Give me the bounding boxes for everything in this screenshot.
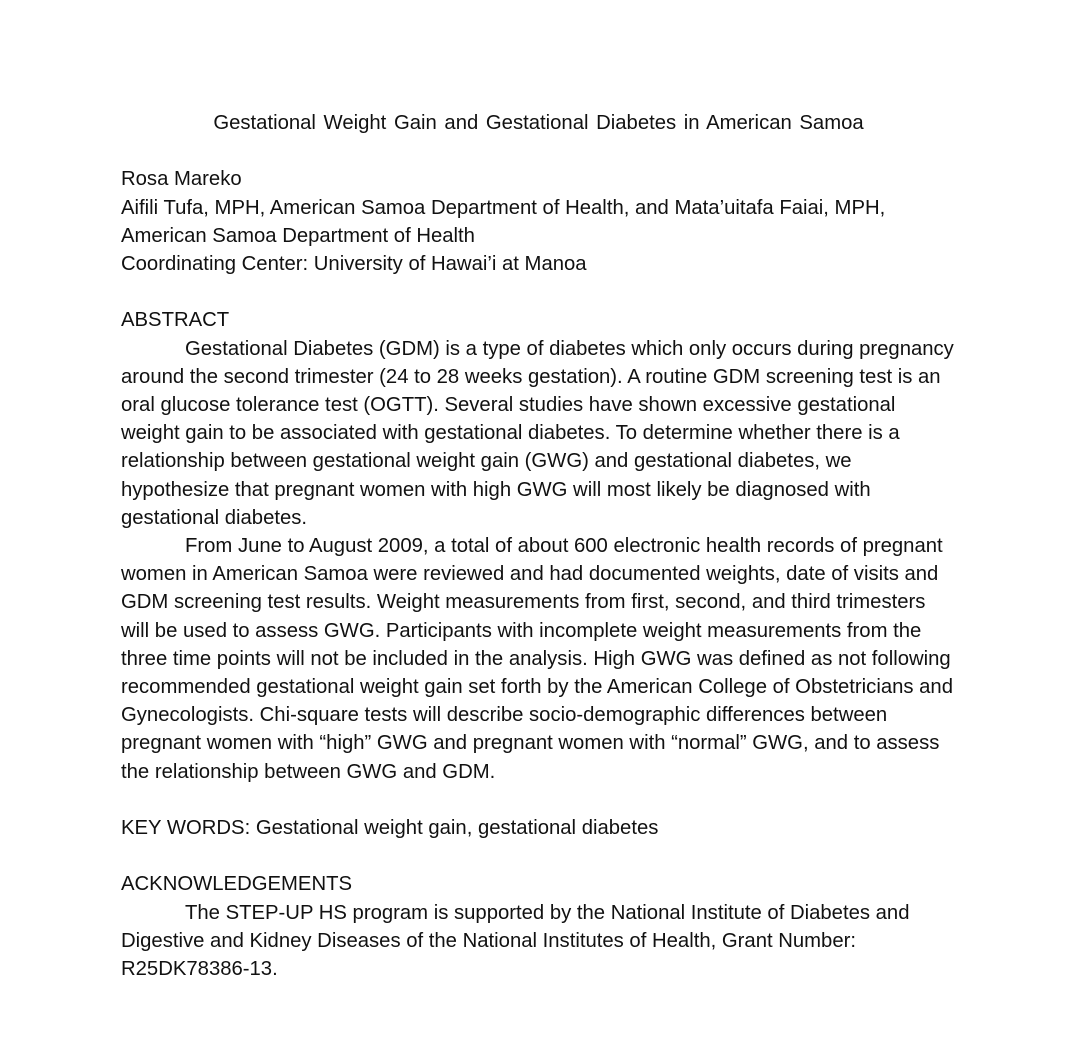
- acknowledgements-text: The STEP-UP HS program is supported by the National Institute of Diabetes and Digestive and Kidney Diseases of the National Institutes of Health, Grant Number: R25DK78386-13.: [121, 901, 910, 981]
- document-page: [121, 109, 956, 983]
- abstract-heading: ABSTRACT: [121, 309, 230, 332]
- coordinating-center: Coordinating Center: University of Hawai’i at Manoa: [121, 253, 587, 275]
- author-name: Rosa Mareko: [121, 168, 242, 191]
- keywords: KEY WORDS: Gestational weight gain, gestational diabetes: [121, 817, 659, 840]
- abstract-paragraph: From June to August 2009, a total of about 600 electronic health records of pregnant women in American Samoa were reviewed and had documented weights, date of visits and GDM screening test results. Weight measurements from first, second, and third trimesters will be used to assess GWG. Participants with incomplete weight measurements from the three time points will not be included in the analysis. High GWG was defined as not following recommended gestational weight gain set forth by the American College of Obstetricians and Gynecologists. Chi-square tests will describe socio-demographic differences between pregnant women with “high” GWG and pregnant women with “normal” GWG, and to assess the relationship between GWG and GDM.: [121, 535, 953, 783]
- spacer: [121, 842, 956, 870]
- spacer: [121, 786, 956, 814]
- affiliation-line: American Samoa Department of Health: [121, 224, 475, 247]
- spacer: [121, 137, 956, 165]
- document-title: Gestational Weight Gain and Gestational Diabetes in American Samoa: [213, 112, 864, 134]
- acknowledgements-heading: ACKNOWLEDGEMENTS: [121, 873, 353, 896]
- affiliation-line: Aifili Tufa, MPH, American Samoa Department of Health, and Mata’uitafa Faiai, MPH,: [121, 196, 886, 219]
- spacer: [121, 278, 956, 306]
- abstract-paragraph: Gestational Diabetes (GDM) is a type of diabetes which only occurs during pregnancy around the second trimester (24 to 28 weeks gestation). A routine GDM screening test is an oral glucose tolerance test (OGTT). Several studies have shown excessive gestational weight gain to be associated with gestational diabetes. To determine whether there is a relationship between gestational weight gain (GWG) and gestational diabetes, we hypothesize that pregnant women with high GWG will most likely be diagnosed with gestational diabetes.: [121, 337, 954, 529]
